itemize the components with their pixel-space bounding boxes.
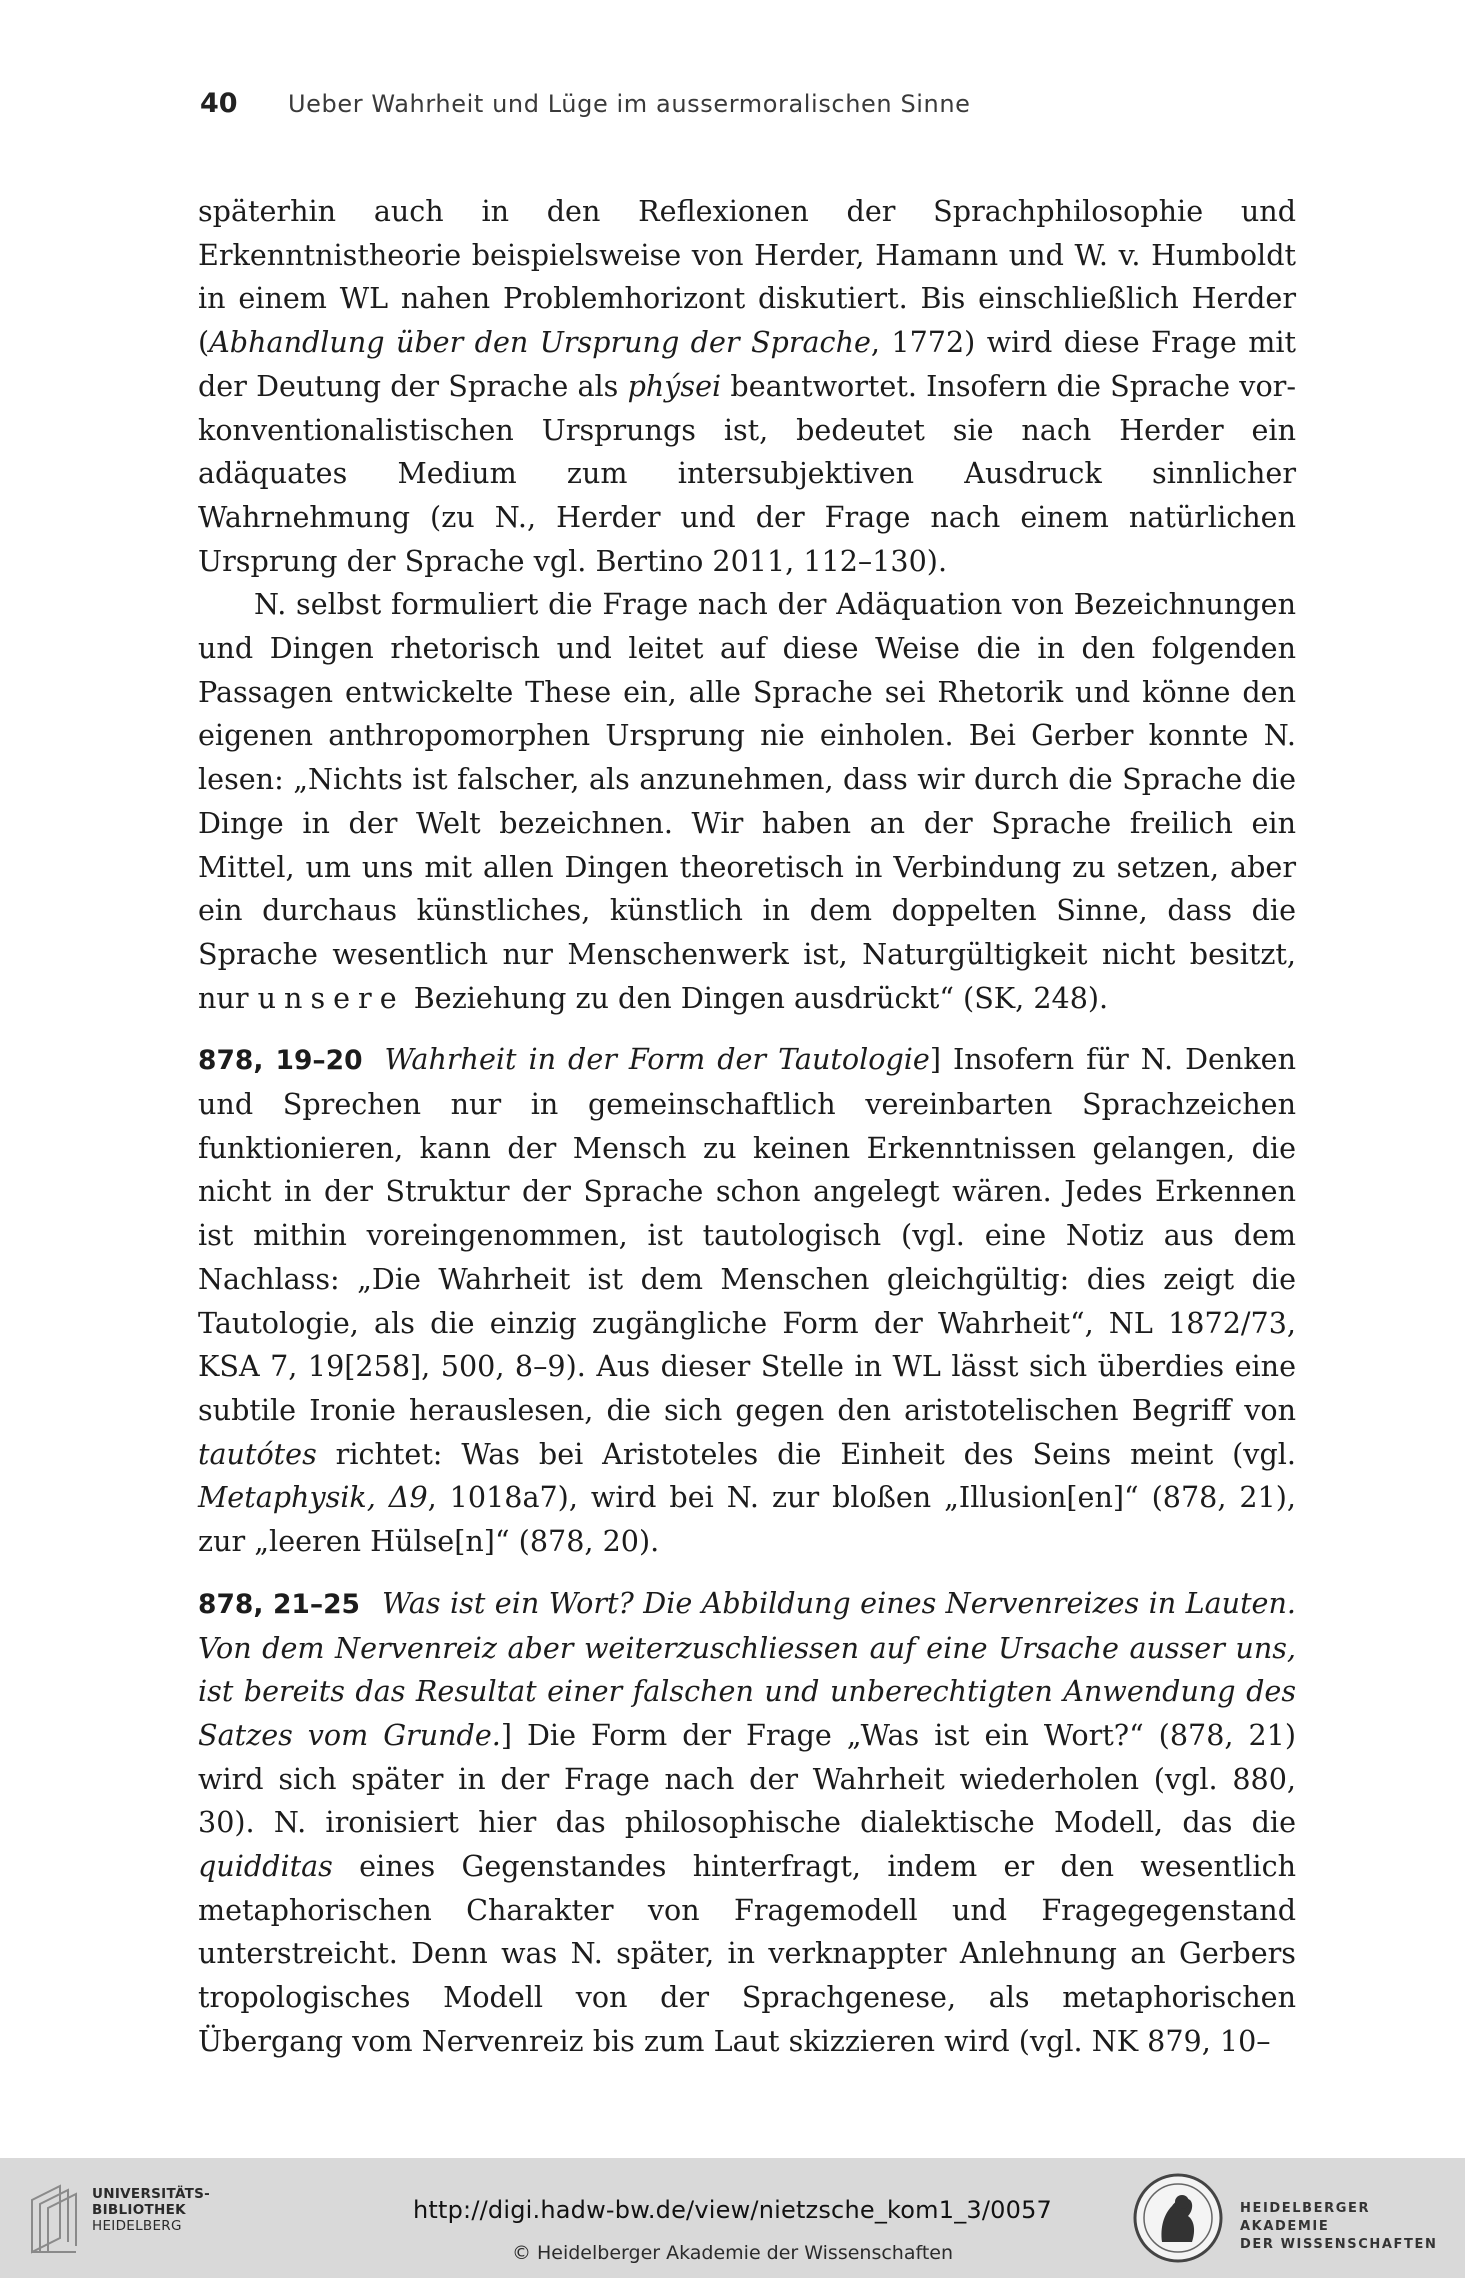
italic-term: quidditas — [198, 1849, 333, 1884]
paragraph — [198, 190, 1296, 583]
body-text — [198, 190, 1296, 2064]
academy-name-line: DER WISSENSCHAFTEN — [1240, 2237, 1438, 2252]
text-run: , 1018a7), wird bei N. zur bloßen „Illusion[en]“ (878, 21), zur „leeren Hülse[n]“ (878, 20). — [198, 1480, 1296, 1559]
spaced-emphasis: unsere — [257, 980, 405, 1015]
page-number: 40 — [200, 88, 238, 119]
page-header — [200, 88, 1300, 128]
lemma-reference: 878, 19–20 — [198, 1045, 363, 1077]
paragraph — [198, 583, 1296, 1020]
lemma-reference: 878, 21–25 — [198, 1588, 360, 1620]
academy-name — [1240, 2200, 1465, 2254]
text-run: Beziehung zu den Dingen ausdrückt“ (SK, 248). — [404, 980, 1109, 1015]
italic-term: phýsei — [627, 368, 722, 403]
text-run: , 1772) wird diese Frage mit der Deutung der Sprache als — [198, 325, 1296, 403]
footer-bar — [0, 2158, 1465, 2278]
italic-term: tautótes — [198, 1436, 317, 1471]
running-title: Ueber Wahrheit und Lüge im aussermoralischen Sinne — [288, 90, 971, 118]
library-name-line: UNIVERSITÄTS- — [92, 2186, 211, 2202]
academy-seal-icon — [1132, 2172, 1224, 2264]
copyright-notice: © Heidelberger Akademie der Wissenschaften — [511, 2242, 954, 2264]
commentary-entry — [198, 1582, 1296, 2064]
text-run: eines Gegenstandes hinterfragt, indem er den wesentlich metaphorischen Charakter von Fragemodell und Fragegegenstand unterstreicht. Denn was N. später, in verknappter Anlehnung an Gerbers tropologisches Modell von der Sprachgenese, als metaphorischen Übergang vom Nervenreiz bis zum Laut skizzieren wird (vgl. NK 879, 10– — [198, 1849, 1296, 2058]
source-url-link[interactable]: http://digi.hadw-bw.de/view/nietzsche_kom1_3/0057 — [412, 2196, 1053, 2224]
library-name-line: HEIDELBERG — [92, 2218, 182, 2234]
text-run: späterhin auch in den Reflexionen der Sprachphilosophie und Erkenntnistheorie beispielsweise von Herder, Hamann und W. v. Humboldt in einem WL nahen Problemhorizont diskutiert. Bis einschließlich Herder ( — [198, 194, 1296, 360]
library-name-line: BIBLIOTHEK — [92, 2202, 186, 2218]
lemma: Wahrheit in der Form der Tautologie — [384, 1042, 930, 1077]
text-run: beantwortet. Insofern die Sprache vor-konventionalistischen Ursprungs ist, bedeutet sie nach Herder ein adäquates Medium zum intersubjektiven Ausdruck sinnlicher Wahrnehmung (zu N., Herder und der Frage nach einem natürlichen Ursprung der Sprache vgl. Bertino 2011, 112–130). — [198, 368, 1296, 578]
text-run: richtet: Was bei Aristoteles die Einheit des Seins meint (vgl. — [316, 1436, 1296, 1471]
text-run: ] Insofern für N. Denken und Sprechen nur in gemeinschaftlich vereinbarten Sprachzeichen funktionieren, kann der Mensch zu keinen Erkenntnissen gelangen, die nicht in der Struktur der Sprache schon angelegt wären. Jedes Erkennen ist mithin voreingenommen, ist tautologisch (vgl. eine Notiz aus dem Nachlass: „Die Wahrheit ist dem Menschen gleichgültig: dies zeigt die Tautologie, als die einzig zugängliche Form der Wahrheit“, NL 1872/73, KSA 7, 19[258], 500, 8–9). Aus dieser Stelle in WL lässt sich überdies eine subtile Ironie herauslesen, die sich gegen den aristotelischen Begriff von — [198, 1042, 1296, 1427]
italic-title: Abhandlung über den Ursprung der Sprache — [209, 325, 871, 360]
commentary-entry — [198, 1038, 1296, 1563]
text-run: N. selbst formuliert die Frage nach der Adäquation von Bezeichnungen und Dingen rhetorisch und leitet auf diese Weise die in den folgenden Passagen entwickelte These ein, alle Sprache sei Rhetorik und könne den eigenen anthropomorphen Ursprung nie einholen. Bei Gerber konnte N. lesen: „Nichts ist falscher, als anzunehmen, dass wir durch die Sprache die Dinge in der Welt bezeichnen. Wir haben an der Sprache freilich ein Mittel, um uns mit allen Dingen theoretisch in Verbindung zu setzen, aber ein durchaus künstliches, künstlich in dem doppelten Sinne, dass die Sprache wesentlich nur Menschenwerk ist, Naturgültigkeit nicht besitzt, nur — [198, 587, 1296, 1015]
text-run: ] Die Form der Frage „Was ist ein Wort?“ (878, 21) wird sich später in der Frage nach der Wahrheit wiederholen (vgl. 880, 30). N. ironisiert hier das philosophische dialektische Modell, das die — [198, 1717, 1296, 1840]
academy-name-line: HEIDELBERGER AKADEMIE — [1240, 2201, 1371, 2234]
italic-title: Metaphysik, Δ9 — [198, 1480, 428, 1515]
lemma: Was ist ein Wort? Die Abbildung eines Nervenreizes in Lauten. Von dem Nervenreiz aber weiterzuschliessen auf eine Ursache ausser uns, ist bereits das Resultat einer falschen und unberechtigten Anwendung des Satzes vom Grunde. — [198, 1585, 1296, 1752]
